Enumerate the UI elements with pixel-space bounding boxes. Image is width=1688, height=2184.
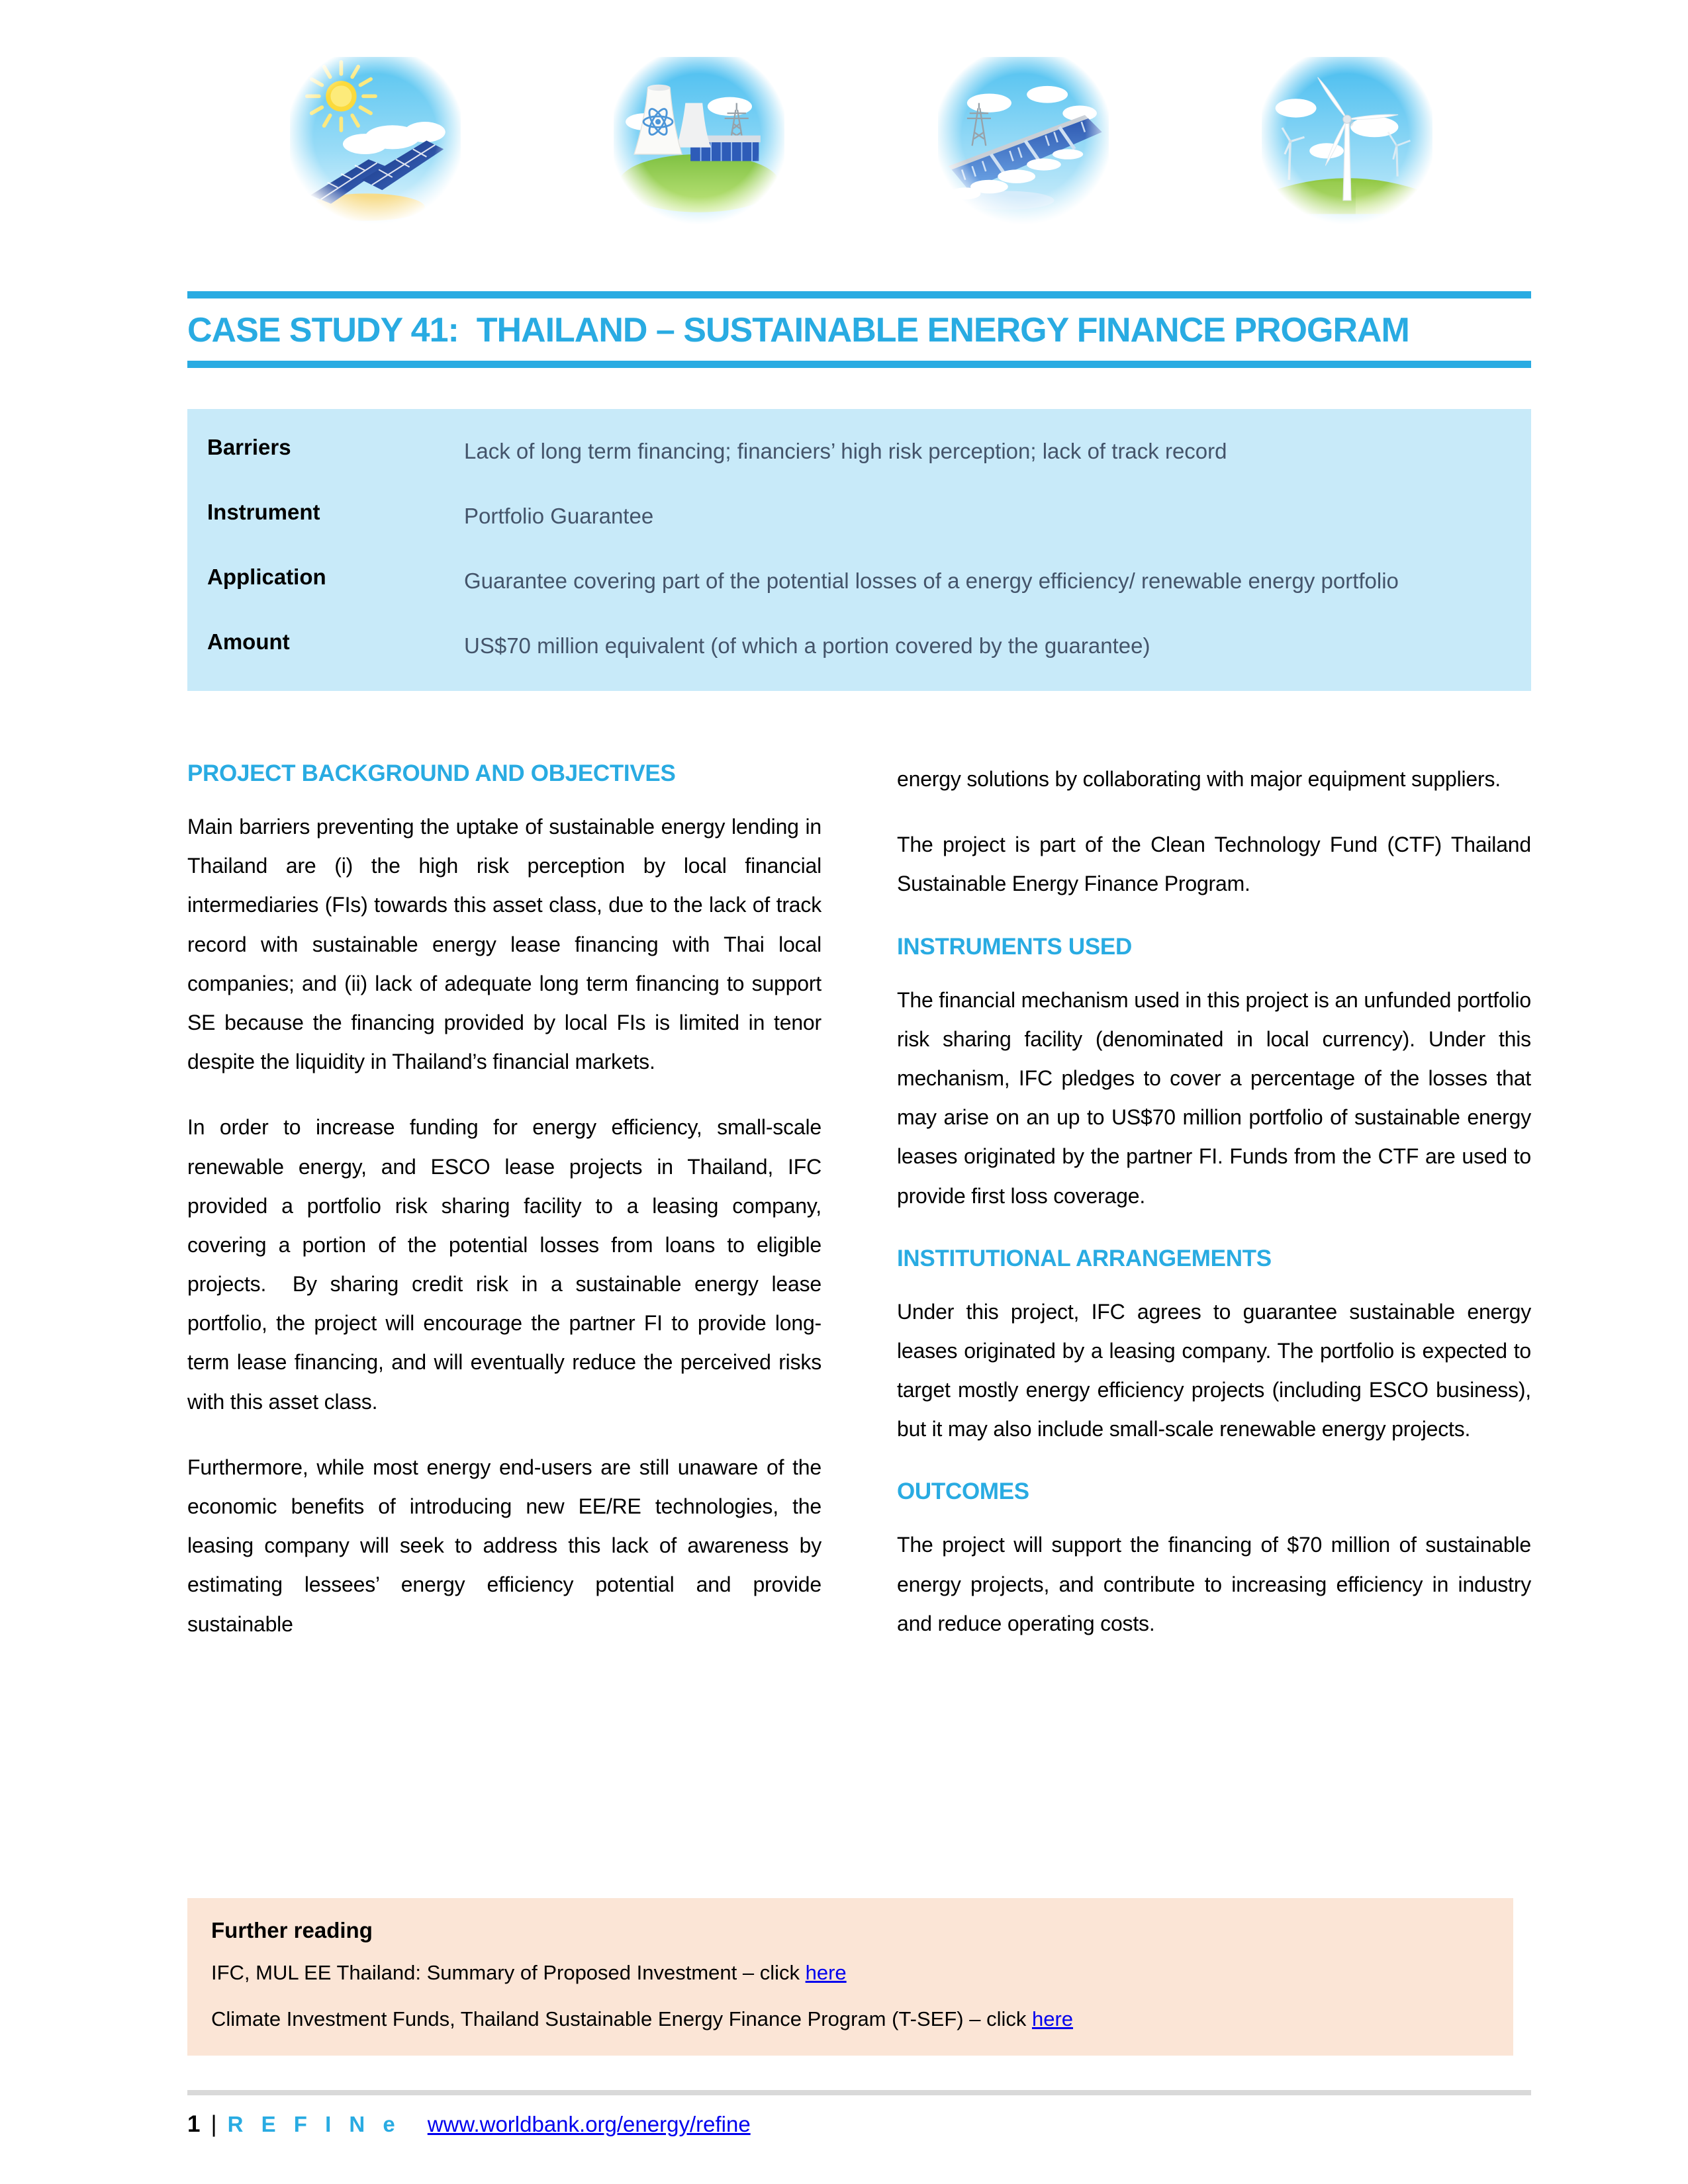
paragraph: Main barriers preventing the uptake of sustainable energy lending in Thailand are (i) the high risk perception by local financial intermediaries (FIs) towards this asset class, due to the lack of track record with sustainable energy lease financing with Thai local companies; and (ii) lack of adequate long term financing to support SE because the financing provided by local FIs is limited in tenor despite the liquidity in Thailand’s financial markets. [187, 815, 821, 1074]
refine-brand: R E F I N e [227, 2112, 401, 2136]
footer-website-link[interactable]: www.worldbank.org/energy/refine [427, 2112, 751, 2136]
section-heading-project-background: PROJECT BACKGROUND AND OBJECTIVES [187, 760, 676, 786]
hydro-dam-image [938, 57, 1109, 228]
article-body [187, 760, 1531, 1670]
footer-separator: | [211, 2111, 217, 2137]
section-heading-institutional-arrangements: INSTITUTIONAL ARRANGEMENTS [897, 1245, 1272, 1271]
summary-label-instrument: Instrument [207, 500, 320, 525]
further-reading-item [211, 1959, 1487, 1987]
title-block [187, 291, 1531, 368]
further-reading-text: Climate Investment Funds, Thailand Sustainable Energy Finance Program (T-SEF) – click [211, 2007, 1032, 2030]
further-reading-box [187, 1898, 1513, 2056]
paragraph: In order to increase funding for energy efficiency, small-scale renewable energy, and ESCO lease projects in Thailand, IFC provided a portfolio risk sharing facility to a leasing company, covering a portion of the potential losses from loans to eligible projects. By sharing credit risk in a sustainable energy lease portfolio, the project will encourage the partner FI to provide long-term lease financing, and will eventually reduce the perceived risks with this asset class. [187, 1115, 821, 1414]
summary-table [187, 409, 1531, 691]
section-heading-instruments-used: INSTRUMENTS USED [897, 933, 1132, 960]
paragraph: Furthermore, while most energy end-users are still unaware of the economic benefits of introducing new EE/RE technologies, the leasing company will seek to address this lack of awareness by estimating lessees’ energy efficiency potential and provide sustainable [187, 1455, 821, 1636]
hero-images [290, 57, 1432, 229]
summary-value-instrument: Portfolio Guarantee [464, 504, 654, 529]
title-bottom-rule [187, 361, 1531, 368]
paragraph: Under this project, IFC agrees to guarantee sustainable energy leases originated by a leasing company. The portfolio is expected to target mostly energy efficiency projects (including ESCO business), but it may also include small-scale renewable energy projects. [897, 1299, 1531, 1441]
summary-value-barriers: Lack of long term financing; financiers’ high risk perception; lack of track record [464, 439, 1227, 463]
page-number: 1 [187, 2111, 201, 2137]
summary-value-amount: US$70 million equivalent (of which a portion covered by the guarantee) [464, 633, 1150, 659]
solar-panels-sun-image [290, 57, 461, 228]
page-title: CASE STUDY 41: THAILAND – SUSTAINABLE ENERGY FINANCE PROGRAM [187, 311, 1409, 349]
paragraph: The project will support the financing of $70 million of sustainable energy projects, and contribute to increasing efficiency in industry and reduce operating costs. [897, 1533, 1531, 1635]
summary-value-application: Guarantee covering part of the potential losses of a energy efficiency/ renewable energy portfolio [464, 569, 1399, 594]
footer-line [187, 2111, 1531, 2138]
title-top-rule [187, 291, 1531, 298]
paragraph: The project is part of the Clean Technology Fund (CTF) Thailand Sustainable Energy Finance Program. [897, 833, 1531, 896]
paragraph: The financial mechanism used in this project is an unfunded portfolio risk sharing facility (denominated in local currency). Under this mechanism, IFC pledges to cover a percentage of the losses that may arise on an up to US$70 million portfolio of sustainable energy leases originated by the partner FI. Funds from the CTF are used to provide first loss coverage. [897, 987, 1531, 1208]
right-column [897, 760, 1531, 1670]
footer [187, 2090, 1531, 2138]
left-column [187, 760, 821, 1670]
further-reading-link-cif[interactable]: here [1031, 2007, 1074, 2030]
paragraph: energy solutions by collaborating with major equipment suppliers. [897, 767, 1501, 791]
further-reading-link-ifc[interactable]: here [805, 1961, 847, 1984]
summary-label-barriers: Barriers [207, 435, 291, 459]
wind-turbines-image [1262, 57, 1432, 228]
summary-label-amount: Amount [207, 629, 290, 655]
nuclear-plant-image [614, 57, 784, 228]
further-reading-item [211, 2005, 1487, 2033]
summary-label-application: Application [207, 565, 326, 590]
footer-rule [187, 2090, 1531, 2095]
further-reading-title: Further reading [211, 1918, 373, 1942]
further-reading-text: IFC, MUL EE Thailand: Summary of Proposed Investment – click [211, 1961, 806, 1984]
section-heading-outcomes: OUTCOMES [897, 1479, 1029, 1505]
